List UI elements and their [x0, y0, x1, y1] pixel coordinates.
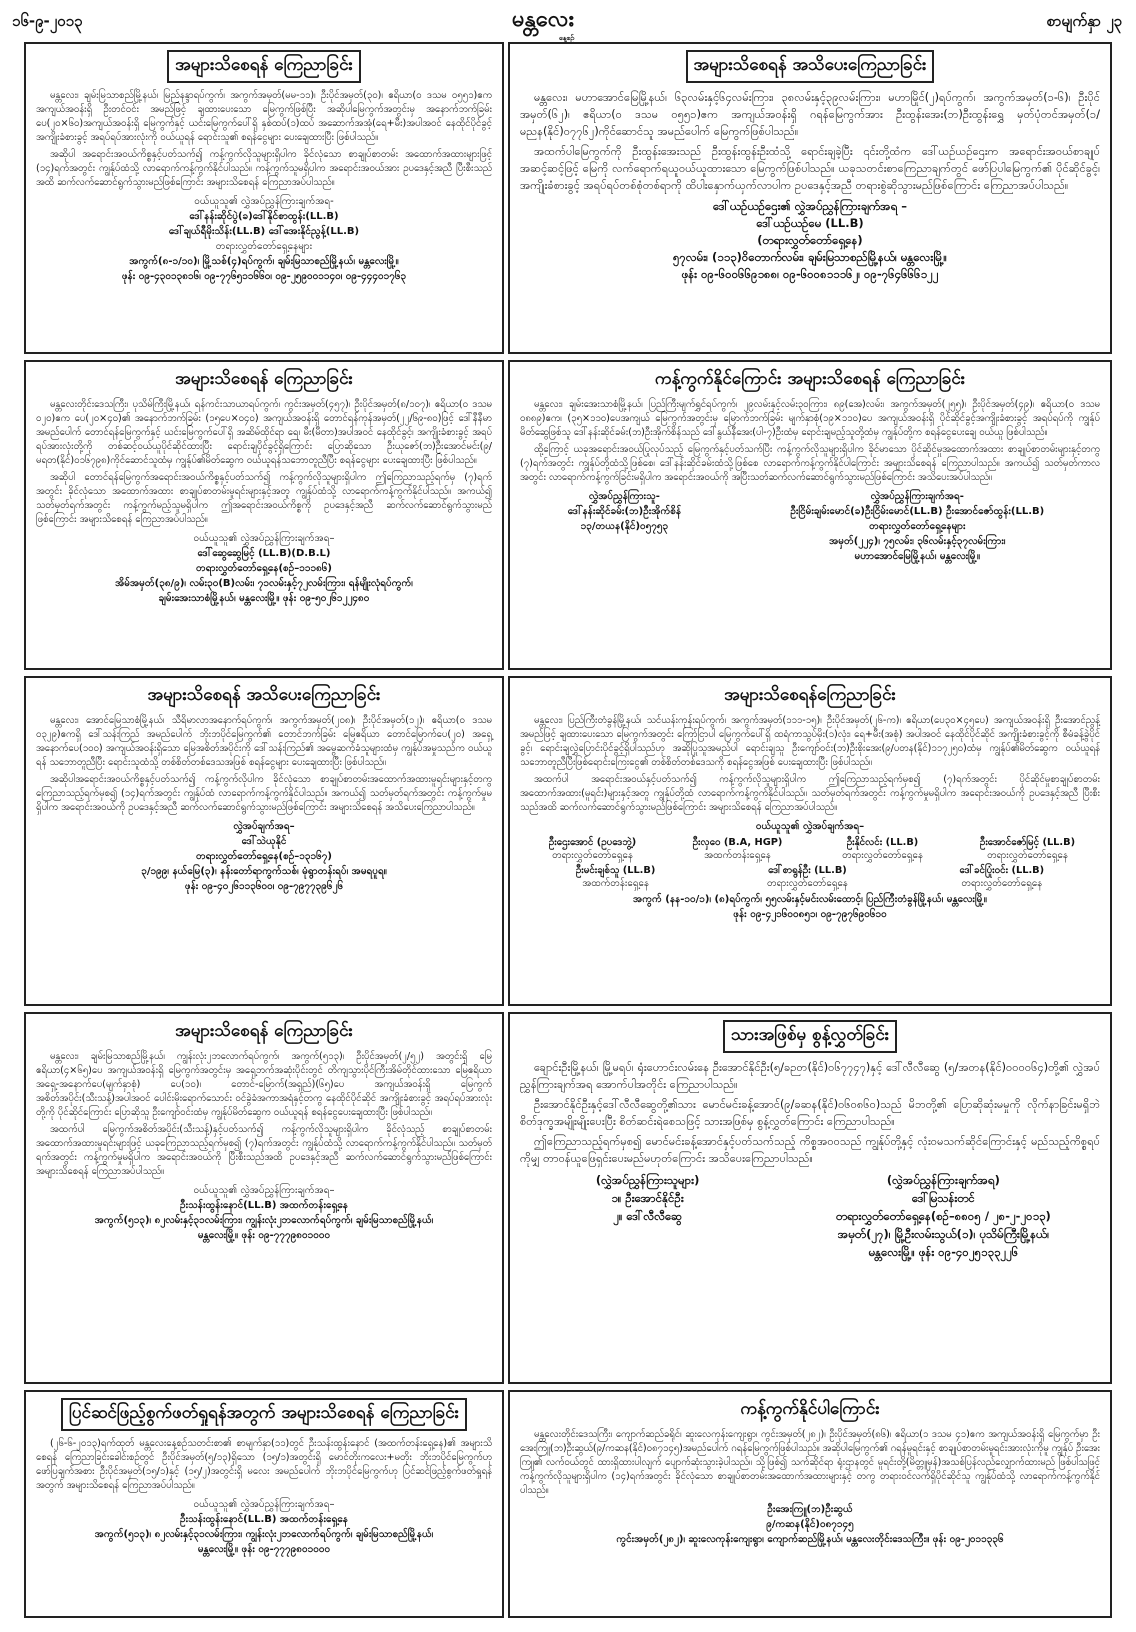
notice-paragraph: အဆိုပါ တောင်ရန်မြေကွက်အရောင်းအဝယ်ကိစ္စနှင့်ပတ်သက်၍ ကန့်ကွက်လိုသူများရှိပါက ဤကြေညာသည့်ရက်မှ (၇)ရက်အတွင်း ခိုင်လုံသော အထောက်အထား စာချုပ်စာတမ်းမူရင်းများနှင့်အတူ ကျွန်ုပ်ထံသို့ လာရောက်ကန့်ကွက်နိုင်ပါသည်။ အကယ်၍ သတ်မှတ်ရက်အတွင်း ကန့်ကွက်မည့်သူမရှိပါက ဤအရောင်းအဝယ်ကိစ္စကို ဥပဒေနှင့်အညီ ဆက်လက်ဆောင်ရွက်သွားမည်ဖြစ်ကြောင်း အများသိစေရန် ကြေညာအပ်ပါသည်။	[36, 472, 492, 525]
notice-signature	[36, 531, 492, 606]
lawyer-title: တရားလွှတ်တော်ရှေ့နေ	[842, 850, 923, 861]
sig-line: လွှဲအပ်ညွှန်ကြားသူ-	[588, 491, 660, 502]
lawyer-name: ဦးနိုင်လင်း (LL.B)	[846, 837, 919, 848]
lawyer-name: ဒေါ်ယဉ်ယဉ်မေ (LL.B)	[756, 216, 864, 230]
notice-signature	[520, 198, 1100, 283]
notice-paragraph: အထက်ပါ မြေကွက်အစိတ်အပိုင်း(သီးသန့်)နှင့်ပတ်သက်၍ ကန့်ကွက်လိုသူများရှိပါက ခိုင်လုံသည့် စာချုပ်စာတမ်း အထောက်အထားမူရင်းများဖြင့် ယခုကြေညာသည့်ရက်မှစ၍ (၇)ရက်အတွင်း ကျွန်ုပ်ထံသို့ လာရောက်ကန့်ကွက်နိုင်ပါသည်။ သတ်မှတ်ရက်အတွင်း ကန့်ကွက်မှုမရှိပါက အရောင်းအဝယ်ကို ပြီးစီးသည်အထိ ဥပဒေနှင့်အညီ ဆက်လက်ဆောင်ရွက်သွားမည်ဖြစ်ကြောင်း အများသိစေရန် ကြေညာအပ်ပါသည်။	[36, 1124, 492, 1177]
phone: ဖုန်း ၀၉-၄၂၁၆၀၀၈၅၁၊ ၀၉-၇၉၇၆၉၀၆၁၀	[733, 909, 887, 920]
lawyer-name: ဦးဌေးအောင် (ဥပဒေဘွဲ့)	[548, 837, 637, 848]
notice-body	[520, 714, 1100, 815]
notice-objection-announcement	[508, 360, 1112, 670]
principal-block	[520, 489, 729, 564]
notice-paragraph: မန္တလေး၊ ပြည်ကြီးတံခွန်မြို့နယ်၊ သင်ယန်းကုန်းရပ်ကွက်၊ အကွက်အမှတ်(၁၁၁-၁၅)၊ ဦးပိုင်အမှတ်(၂၆-က)၊ ဧရိယာ(ပေ၃၀×၄၅ပေ) အကျယ်အဝန်းရှိ ဦးအောင်ညွန့် အမည်ဖြင့် ချထားပေးသော မြေကွက်အတွင်း ကြော်ငြာပါ မြေကွက်ပေါ်ရှိ ထရံကာသွပ်မိုး(၁)လုံး၊ ရေ+မီး(အစုံ) အပါအဝင် နေထိုင်ပိုင်ဆိုင် အကျိုးခံစားခွင့်ကို စီမံခန့်ခွဲပိုင်ခွင့်၊ ရောင်းချလွှဲပြောင်းပိုင်ခွင့်ရှိပါသည်ဟု အဆိုပြုသူအမည်ပါ ရောင်းချသူ ဦးကျော်ဝင်း(ဘ)ဦးစိုးအေး(၉/ပတန(နိုင်)၁၁၇၂၅၀)ထံမှ ကျွန်ုပ်၏မိတ်ဆွေက ဝယ်ယူရန် သဘောတူညီပြီးဖြစ်ရောင်းကြေးငွေ၏ တစ်စိတ်တစ်ဒေသကို စရန်ငွေအဖြစ် ပေးချေထားပြီး ဖြစ်ပါသည်။	[520, 715, 1100, 768]
notice-body	[520, 1059, 1100, 1167]
page-number: စာမျက်နှာ ၂၃	[1046, 12, 1122, 30]
address: အကွက် (နန-၁၀/၁)၊ (၈)ရပ်ကွက်၊ ၅၅လမ်းနှင့်မင်းလမ်းထောင့်၊ ပြည်ကြီးတံခွန်မြို့နယ်၊ မန္တလေးမြို့။	[633, 894, 987, 905]
address: အမှတ်(၂၂၄)၊ ၇၅လမ်း၊ ၃၆လမ်းနှင့်၃၇လမ်းကြား၊	[829, 536, 1006, 547]
sig-line: (လွှဲအပ်ညွှန်ကြားသူများ)	[595, 1173, 700, 1187]
principal-name: ဦးအေးကြူ(ဘ)ဦးဆွယ်	[767, 1504, 853, 1515]
notice-signature	[520, 489, 1100, 564]
notice-signature	[520, 1171, 1100, 1261]
lawyer-title: တရားလွှတ်တော်ရှေ့နေ(စဉ်–၁၃၁၆၇)	[196, 851, 332, 862]
notice-paragraph: (၂၆-၆-၂၀၁၃)ရက်ထုတ် မန္တလေးနေ့စဉ်သတင်းစာ၏ စာမျက်နှာ(၁၁)တွင် ဦးသန်းထွန်းနောင် (အထက်တန်းရှေ့နေ)၏ အများသိစေရန် ကြေညာခြင်းခေါင်းစဉ်တွင် ဦးပိုင်အမှတ်(၅/၁၃)ရှိသော (၁၅/၁)အတွင်းရှိ မောင်တိုးကလေး+မတိုး ဘိုးဘပိုင်မြေကွက်ဟု ဖော်ပြချက်အစား ဦးပိုင်အမှတ်(၁၅/၁)နှင့် (၁၅/၂)အတွင်းရှိ မလေး အမည်ပေါက် ဘိုးဘပိုင်မြေကွက်ဟု ပြင်ဆင်ဖြည့်စွက်ဖတ်ရှုရန်အတွက် အများသိစေရန် ကြေညာအပ်ပါသည်။	[36, 1438, 492, 1491]
phone: ချမ်းအေးသာစံမြို့နယ်၊ မန္တလေးမြို့။ ဖုန်း ၀၉-၅၀၂၆၁၂၂၄၈၀	[158, 593, 370, 604]
lawyer-entry	[576, 864, 656, 890]
address: အိမ်အမှတ်(၃၈/၉)၊ လမ်း၃၀(B)လမ်း၊ ၇၁လမ်းနှင့်၇၂လမ်းကြား၊ ရန်မျိုးလုံရပ်ကွက်၊	[115, 578, 413, 589]
notice-public-announcement-5	[508, 676, 1112, 1006]
lawyer-title: တရားလွှတ်တော်ရှေ့နေ(စဉ်–၁၁၁၈၆)	[195, 563, 332, 574]
phone: ဖုန်း ၀၉-၄၃၀၁၃၈၁၆၊ ၀၉-၇၇၆၅၁၁၆၆၀၊ ၀၉-၂၅၉၀၀၁၁၄၀၊ ၀၉-၄၄၄၀၁၇၆၃	[121, 271, 407, 282]
lawyer-name: ဒေါ်ဆွေဆွေမြင့် (LL.B)(D.B.L)	[197, 548, 331, 559]
sig-line: ဝယ်ယူသူ၏ လွှဲအပ်ညွှန်ကြားချက်အရ–	[193, 1499, 335, 1510]
notice-address	[520, 892, 1100, 922]
principal-name: ၂။ ဒေါ်လီလီဆွေ	[613, 1209, 682, 1223]
notice-title: အများသိစေရန် အသိပေးကြေညာခြင်း	[686, 50, 935, 83]
address: ၃/၁၉၉၊ နယ်မြေ(၃)၊ နန်းတော်ရာကွက်သစ်၊ မုံရွာတန်းရပ်၊ အမရပူရ။	[141, 866, 387, 877]
notice-title: ကန့်ကွက်နိုင်ကြောင်း အများသိစေရန် ကြေညာခြင်း	[654, 369, 966, 389]
notice-paragraph: မန္တလေး၊ ချမ်းမြသာစည်မြို့နယ်၊ မြည်နန္ဒာရပ်ကွက်၊ အကွက်အမှတ်(မမ-၁၁)၊ ဦးပိုင်အမှတ်(၃၀)၊ ဧရိယာ(၀ ဒသမ ၀၅၅၁)ဧက အကျယ်အဝန်းရှိ ဦးတင်ဝင်း အမည်ဖြင့် ချထားပေးသော မြေကွက်ဖြစ်ပြီး အဆိုပါမြေကွက်အတွင်းမှ အနောက်ဘက်ခြမ်း ပေ(၂၀×၆၀)အကျယ်အဝန်းရှိ မြေကွက်နှင့် ယင်းမြေကွက်ပေါ်ရှိ နှစ်ထပ်(၁)ထပ် အဆောက်အအုံ(ရေ+မီး)အပါအဝင် နေထိုင်ပိုင်ခွင့်အကျိုးခံစားခွင့် အရပ်ရပ်အားလုံးကို ဝယ်ယူရန် ရောင်းသူ၏ စရန်ငွေများ ပေးချေထားပြီး ဖြစ်ပါသည်။	[36, 90, 492, 143]
lawyer-name: ဒေါ်နန်းဆိုင်ပွဲ(ခ)ဒေါ်နိုင်စာထွန်း(LL.B)	[189, 211, 339, 222]
phone: ဖုန်း ၀၉-၄၀၂၆၁၁၃၆၀၀၊ ၀၉-၇၉၇၇၃၉၆၂၆	[184, 881, 344, 892]
notice-paragraph: ဦးအောင်နိုင်ဦးနှင့်ဒေါ်လီလီဆွေတို့၏သား မောင်မင်းခန့်အောင်(၉/ခဆန(နိုင်)၀၆၀၈၆၀)သည် မိဘတို့၏ ပြောဆိုဆုံးမမှုကို လိုက်နာခြင်းမရှိဘဲ စိတ်ဒုက္ခအမျိုးမျိုးပေးပြီး စိတ်ဆင်းရဲစေသဖြင့် သားအဖြစ်မှ စွန့်လွှတ်ကြောင်း ကြေညာပါသည်။	[520, 1098, 1100, 1128]
notice-title: အများသိစေရန် ကြေညာခြင်း	[175, 1021, 353, 1041]
phone: မန္တလေးမြို့။ ဖုန်း ၀၉-၇၇၇၉၈၀၁၀၀၀	[197, 1544, 331, 1555]
notice-paragraph: မန္တလေး၊ ချမ်းအေးသာစံမြို့နယ်၊ ပြည်ကြီးမျက်ရွှင်ရပ်ကွက်၊ ၂၉လမ်းနှင့်လမ်း၃၀ကြား၊ ၈၉(အေ)လမ်း၊ အကွက်အမှတ်(၂၅၅)၊ ဦးပိုင်အမှတ်(၄၉)၊ ဧရိယာ(၀ ဒသမ ၀၈၈၉)ဧက၊ (၃၅×၁၁၀)ပေအကျယ် မြေကွက်အတွင်းမှ မြောက်ဘက်ခြမ်း မျက်နှာစုံ(၁၉×၁၁၀)ပေ အကျယ်အဝန်းရှိ ပိုင်ဆိုင်ခွင့်အကျိုးခံစားခွင့် အရပ်ရပ်ကို ကျွန်ုပ်မိတ်ဆွေဖြစ်သူ ဒေါ်နန်းဆိုင်ခမ်း(ဘ)ဦးအိုက်စိန်သည် ဒေါ်နွယ်နီအေး(ပါ-၇)ဦးထံမှ ရောင်းချမည့်သူတို့ထံမှ ကျွန်ုပ်တို့က စရန်ငွေပေးချေ ဝယ်ယူ ဖြစ်ပါသည်။	[520, 399, 1100, 438]
address: အမှတ်(၂၇)၊ မြို့ဦးလမ်းသွယ်(၁)၊ ပုသိမ်ကြီးမြို့နယ်၊	[837, 1227, 1050, 1241]
lawyer-name: ဦးလှဝေ (B.A, HGP)	[692, 837, 783, 848]
principal-block	[520, 1171, 775, 1261]
notice-signature	[36, 1183, 492, 1243]
lawyer-name: ဒေါ်ချယ်ရီမိုးသိန်း(LL.B) ဒေါ်အေးနိုင်ညွန့်(LL.B)	[168, 226, 360, 237]
notice-paragraph: အဆိုပါအရောင်းအဝယ်ကိစ္စနှင့်ပတ်သက်၍ ကန့်ကွက်လိုပါက ခိုင်လုံသော စာချုပ်စာတမ်းအထောက်အထားမူရင်းများနှင့်တကွ ကြေညာသည့်ရက်မှစ၍ (၁၄)ရက်အတွင်း ကျွန်ုပ်ထံ လာရောက်ကန့်ကွက်နိုင်ပါသည်။ အကယ်၍ သတ်မှတ်ရက်အတွင်း ကန့်ကွက်မှုမရှိပါက အရောင်းအဝယ်ကို ဥပဒေနှင့်အညီ ဆက်လက်ဆောင်ရွက်သွားမည်ဖြစ်ကြောင်း အများသိစေရန် အသိပေးကြေညာပါသည်။	[36, 774, 492, 813]
principal-name: ဒေါ်နန်းဆိုင်ခမ်း(ဘ)ဦးအိုက်စိန်	[567, 506, 682, 517]
notice-paragraph: ဤကြေညာသည့်ရက်မှစ၍ မောင်မင်းခန့်အောင်နှင့်ပတ်သက်သည့် ကိစ္စအဝဝသည် ကျွန်ုပ်တို့နှင့် လုံးဝမသက်ဆိုင်ကြောင်းနှင့် မည်သည့်ကိစ္စရပ်ကိုမျှ တာဝန်ယူဖြေရှင်းပေးမည်မဟုတ်ကြောင်း အသိပေးကြေညာပါသည်။	[520, 1135, 1100, 1165]
notice-paragraph: ချောင်းဦးမြို့နယ်၊ မြို့မရပ်၊ ရုံးဟောင်းလမ်းနေ ဦးအောင်နိုင်ဦး(၅/ခဉတ(နိုင်)၀၆၇၇၄၇)နှင့် ဒေါ်လီလီဆွေ (၅/အတန(နိုင်)၀၀၀၀၆၄)တို့၏ လွှဲအပ်ညွှန်ကြားချက်အရ အောက်ပါအတိုင်း ကြေညာပါသည်။	[520, 1061, 1100, 1091]
lawyer-entry	[960, 864, 1045, 890]
notice-paragraph: အထက်ပါမြေကွက်ကို ဦးထွန်းအေးသည် ဦးထွန်းထွန်းဦးထံသို့ ရောင်းချခဲ့ပြီး ၎င်းတို့ထံက ဒေါ်ယဉ်ယဉ်ဌေးက အရောင်းအဝယ်စာချုပ်အဆင့်ဆင့်ဖြင့် မြေကို လက်ရောက်ရယူဝယ်ယူထားသော မြေကွက်ဖြစ်ပါသည်။ ယခုသတင်းစာကြေညာချက်တွင် ဖော်ပြပါမြေကွက်၏ ပိုင်ဆိုင်ခွင့်၊ အကျိုးခံစားခွင့် အရပ်ရပ်တစ်စုံတစ်ရာကို ထိပါးနှောက်ယှက်လာပါက ဥပဒေနှင့်အညီ တရားစွဲဆိုသွားမည်ဖြစ်ကြောင်း ကြေညာအပ်ပါသည်။	[520, 145, 1100, 192]
lawyer-name: ဦးသန်းထွန်းနောင်(LL.B) အထက်တန်းရှေ့နေ	[180, 1514, 348, 1525]
notice-paragraph: မန္တလေး၊ အောင်မြေသာစံမြို့နယ်၊ သီရိမာလာအနောက်ရပ်ကွက်၊ အကွက်အမှတ်(၂၀၈)၊ ဦးပိုင်အမှတ်(၁၂)၊ ဧရိယာ(၀ ဒသမ ၀၃၂၉)ဧကရှိ ဒေါ်သန်းကြည် အမည်ပေါက် ဘိုးဘပိုင်မြေကွက်၏ တောင်ဘက်ခြမ်း မြေဧရိယာ တောင်မြောက်ပေ(၂၀) အရှေ့အနောက်ပေ(၁၀၀) အကျယ်အဝန်းရှိသော မြေအစိတ်အပိုင်းကို ဒေါ်သန်းကြည်၏ အမွေဆက်ခံသူများထံမှ ကျွန်ုပ်အမှုသည်က ဝယ်ယူရန် သဘောတူညီပြီး ရောင်းသူထံသို့ တစ်စိတ်တစ်ဒေသအဖြစ် စရန်ငွေများ ပေးချေထားပြီး ဖြစ်ပါသည်။	[36, 715, 492, 768]
notice-body	[36, 714, 492, 815]
notice-title: အများသိစေရန်ကြေညာခြင်း	[724, 685, 896, 705]
sig-line: ဒေါ်ယဉ်ယဉ်ဌေး၏ လွှဲအပ်ညွှန်ကြားချက်အရ –	[712, 199, 908, 213]
lawyer-entry	[810, 836, 955, 862]
notice-body	[36, 1050, 492, 1179]
notice-signature	[36, 1497, 492, 1557]
notice-title: ပြင်ဆင်ဖြည့်စွက်ဖတ်ရှုရန်အတွက် အများသိစေရန် ကြေညာခြင်း	[61, 1398, 467, 1431]
phone: ဖုန်း ၀၉-၆၀၀၆၆၉၁၈၈၊ ၀၉-၆၀၀၈၁၁၁၆၂၊ ၀၉-၇၆၄၆၆၆၁၂၂	[681, 267, 939, 281]
lawyer-title: တရားလွှတ်တော်ရှေ့နေ(စဉ်–၈၈၀၅ / ၂၈-၂-၂၀၁၃)	[836, 1209, 1051, 1223]
newspaper-logo	[512, 4, 574, 44]
sig-heading: ဝယ်ယူသူ၏ လွှဲအပ်ချက်အရ–	[755, 821, 865, 832]
notice-body	[520, 1428, 1100, 1498]
lawyer-row	[520, 864, 1100, 890]
notice-title: အများသိစေရန် ကြေညာခြင်း	[167, 50, 361, 83]
lawyer-row	[520, 836, 1100, 862]
notice-correction	[24, 1390, 504, 1618]
lawyer-name: ဦးအောင်ဇော်မြင့် (LL.B)	[979, 837, 1076, 848]
notice-public-announcement-4	[24, 676, 504, 1006]
lawyer-name: ဒေါ်မြသန်းတင်	[911, 1191, 975, 1205]
lawyer-title: အထက်တန်းရှေ့နေ	[582, 878, 649, 889]
lawyer-title: တရားလွှတ်တော်ရှေ့နေ	[767, 878, 848, 889]
notice-body	[36, 398, 492, 527]
address: အကွက်(၅၁၃)၊ ၈၂လမ်းနှင့်၃၁လမ်းကြား၊ ကျွန်းလုံး၂ဘလောက်ရပ်ကွက်၊ ချမ်းမြသာစည်မြို့နယ်၊	[94, 1529, 434, 1540]
notice-disownment	[508, 1012, 1112, 1384]
sig-line: ဝယ်ယူသူ၏ လွှဲအပ်ညွှန်ကြားချက်အရ–	[193, 533, 335, 544]
notice-title: ကန့်ကွက်နိုင်ပါကြောင်း	[740, 1399, 880, 1419]
notice-paragraph: အဆိုပါ အရောင်းအဝယ်ကိစ္စနှင့်ပတ်သက်၍ ကန့်ကွက်လိုသူများရှိပါက ခိုင်လုံသော စာချုပ်စာတမ်း အထောက်အထားများဖြင့် (၁၄)ရက်အတွင်း ကျွန်ုပ်ထံသို့ လာရောက်ကန့်ကွက်နိုင်ပါသည်။ ကန့်ကွက်သူမရှိပါက အရောင်းအဝယ်အား ဥပဒေနှင့်အညီ ပြီးစီးသည်အထိ ဆက်လက်ဆောင်ရွက်သွားမည်ဖြစ်ကြောင်း အများသိစေရန် ကြေညာအပ်ပါသည်။	[36, 149, 492, 188]
notice-paragraph: မန္တလေး၊ မဟာအောင်မြေမြို့နယ်၊ ၆၃လမ်းနှင့်၆၄လမ်းကြား၊ ၃၈လမ်းနှင့်၃၉လမ်းကြား၊ မဟာမြိုင်(၂)ရပ်ကွက်၊ အကွက်အမှတ်(၁-၆)၊ ဦးပိုင်အမှတ်(၆၂)၊ ဧရိယာ(၀ ဒသမ ၀၅၅၁)ဧက အကျယ်အဝန်းရှိ ဂရန်မြေကွက်အား ဦးထွန်းအေး(ဘ)ဦးထွန်းရွှေ မှတ်ပုံတင်အမှတ်(၁/မညန(နိုင်)၀၇၇၆၂)ကိုင်ဆောင်သူ အမည်ပေါက် မြေကွက်ဖြစ်ပါသည်။	[520, 91, 1100, 138]
notice-signature	[520, 1502, 1100, 1547]
lawyer-entry	[665, 836, 810, 862]
notice-title: သားအဖြစ်မှ စွန့်လွှတ်ခြင်း	[723, 1020, 897, 1053]
sig-line: (လွှဲအပ်ညွှန်ကြားချက်အရ)	[886, 1173, 1000, 1187]
sig-line: ဝယ်ယူသူ၏ လွှဲအပ်ညွှန်ကြားချက်အရ-	[194, 196, 334, 207]
notice-body	[36, 89, 492, 190]
phone: မန္တလေးမြို့။ ဖုန်း ၀၉-၇၇၇၉၈၀၁၀၀၀	[197, 1230, 331, 1241]
lawyer-name: ဦးသန်းထွန်းနောင်(LL.B) အထက်တန်းရှေ့နေ	[180, 1200, 348, 1211]
principal-id: ၁၃/တယန(နိုင်)၀၅၇၅၃	[580, 521, 669, 532]
notice-paragraph: မန္တလေးတိုင်းဒေသကြီး၊ ပုသိမ်ကြီးမြို့နယ်၊ ရန်ကင်းသာယာရပ်ကွက်၊ ကွင်းအမှတ်(၄၅၇)၊ ဦးပိုင်အမှတ်(၈/၁၀၇)၊ ဧရိယာ(၀ ဒသမ ၀၂၀)ဧက ပေ(၂၀×၄၀)၏ အနောက်ဘက်ခြမ်း (၁၅ပေ×၀၄၀) အကျယ်အဝန်းရှိ တောင်ရန်ကုန်အမှတ်(၂၂/၆၉-၈၀)ဖြင့် ဒေါ်နီနီမာ အမည်ပေါက် တောင်ရန်မြေကွက်နှင့် ယင်းမြေကွက်ပေါ်ရှိ အဆိမ်ထိုင်ရာ ရေ၊ မီး(မီတာ)အပါအဝင် နေထိုင်ခွင့်၊ အကျိုးခံစားခွင့် အရပ်ရပ်အားလုံးတို့ကို တစ်ဆင့်ဝယ်ယူပိုင်ဆိုင်ထားပြီး ရောင်းချပိုင်ခွင့်ရှိကြောင်း ပြောဆိုသော ဦးယုဇော်(ဘ)ဦးအောင်မင်း(၉/မရတ(နိုင်)၀၁၆၇၉၈)ကိုင်ဆောင်သူထံမှ ကျွန်ုပ်၏မိတ်ဆွေက ဝယ်ယူရန်သဘောတူညီပြီး စရန်ငွေများ ပေးချေထားပြီး ဖြစ်ပါသည်။	[36, 399, 492, 466]
notice-body	[36, 1437, 492, 1493]
notice-public-announcement-2	[508, 42, 1112, 354]
notice-title: အများသိစေရန် အသိပေးကြေညာခြင်း	[147, 685, 381, 705]
notice-public-announcement-6	[24, 1012, 504, 1384]
logo-text: မန္တလေး	[512, 6, 575, 32]
lawyer-title: အထက်တန်းရှေ့နေ	[704, 850, 771, 861]
lawyer-title: တရားလွှတ်တော်ရှေ့နေ	[961, 878, 1043, 889]
sig-line: လွှဲအပ်ချက်အရ–	[233, 821, 295, 832]
address: ကွင်းအမှတ်(၂၈၂)၊ ဆူးလေကုန်းကျေးရွာ၊ ကျောက်ဆည်မြို့နယ်၊ မန္တလေးတိုင်းဒေသကြီး။ ဖုန်း ၀၉-၂၀၁၁၃၃၆	[616, 1534, 1004, 1545]
notice-paragraph: မန္တလေး၊ ချမ်းမြသာစည်မြို့နယ်၊ ကျွန်းလုံး၂ဘလောက်ရပ်ကွက်၊ အကွက်(၅၁၃)၊ ဦးပိုင်အမှတ်(၂/၅၂) အတွင်းရှိ မြေဧရိယာ(၄×၆၅)ပေ အကျယ်အဝန်းရှိ မြေကွက်အတွင်းမှ အရှေ့ဘက်အဆုံးပိုင်းတွင် တိကျသွားပိုင်ကြီးအိမ်တိုင်ထားသော မြေဧရိယာ အရှေ့-အနောက်ပေ(မျက်နှာစုံ) ပေ(၁၀)၊ တောင်-မြောက်(အရှည်)(၆၅)ပေ အကျယ်အဝန်းရှိ မြေကွက်အစိတ်အပိုင်း(သီးသန့်)အပါအဝင် ပေါင်းမိုးရောက်သောင်း ဝင်ခွဲခံအကာအရံနှင့်တကွ နေထိုင်ပိုင်ဆိုင် အကျိုးခံစားခွင့် အရပ်ရပ်အားလုံးတို့ကို ပိုင်ဆိုင်ကြောင်း ပြောဆိုသူ ဦးကျော်ဝင်းထံမှ ကျွန်ုပ်မိတ်ဆွေက ဝယ်ယူရန် စရန်ငွေပေးချေထားပြီး ဖြစ်ပါသည်။	[36, 1051, 492, 1118]
principal-id: ၉/ကဆန(နိုင်)၀၈၇၁၄၅	[766, 1519, 854, 1530]
sig-line: လွှဲအပ်ညွှန်ကြားချက်အရ-	[870, 491, 964, 502]
logo-subtitle: နေ့စဉ်	[558, 33, 575, 42]
notice-paragraph: မန္တလေးတိုင်းဒေသကြီး၊ ကျောက်ဆည်ခရိုင်၊ ဆူးလေကုန်းကျေးရွာ၊ ကွင်းအမှတ်(၂၈၂)၊ ဦးပိုင်အမှတ်(၈၆)၊ ဧရိယာ(၁ ဒသမ ၄၁)ဧက အကျယ်အဝန်းရှိ မြေကွက်မှာ ဦးအေးကြူ(ဘ)ဦးဆွယ်(၉/ကဆန(နိုင်)၀၈၇၁၄၅)အမည်ပေါက် ဂရန်မြေကွက်ဖြစ်ပါသည်။ အဆိုပါမြေကွက်၏ ဂရန်မူရင်းနှင့် စာချုပ်စာတမ်းမူရင်းအားလုံးကိုမူ ကျွန်ုပ် ဦးအေးကြူ၏ လက်ဝယ်တွင် ထားရှိထားပါလျက် ပျောက်ဆုံးသွားခဲ့ပါသည်။ သို့ဖြစ်၍ သက်ဆိုင်ရာ ရုံးဌာနတွင် မူရင်းတို့(မိတ္တူမှန်)အသစ်ပြန်လည်လျှောက်ထားမည် ဖြစ်ပါသဖြင့် ကန့်ကွက်လိုသူများရှိပါက (၁၄)ရက်အတွင်း ခိုင်လုံသော စာချုပ်စာတမ်းအထောက်အထားများနှင့် တကွ တရားဝင်လက်ရှိပိုင်ဆိုင်သူ ကျွန်ုပ်ထံသို့ လာရောက်ကန့်ကွက်နိုင်ပါသည်။	[520, 1429, 1100, 1496]
address: အကွက်(၈-၁/၁၀)၊ မြို့သစ်(၄)ရပ်ကွက်၊ ချမ်းမြသာစည်မြို့နယ်၊ မန္တလေးမြို့။	[129, 256, 399, 267]
lawyer-name: ဒေါ်စာရွန်ဦး (LL.B)	[768, 865, 847, 876]
lawyer-block	[735, 489, 1100, 564]
address: ၅၇လမ်း၊ (၁၁၃)ဝိတောက်လမ်း၊ ချမ်းမြသာစည်မြို့နယ်၊ မန္တလေးမြို့။	[672, 250, 948, 264]
notice-public-announcement-3	[24, 360, 504, 670]
notice-title: အများသိစေရန် ကြေညာခြင်း	[175, 369, 353, 389]
issue-date: ၁၆-၉-၂၀၁၃	[12, 12, 83, 30]
notice-paragraph: အထက်ပါ အရောင်းအဝယ်နှင့်ပတ်သက်၍ ကန့်ကွက်လိုသူများရှိပါက ဤကြေညာသည့်ရက်မှစ၍ (၇)ရက်အတွင်း ပိုင်ဆိုင်မှုစာချုပ်စာတမ်း အထောက်အထား(မူရင်း)များနှင့်အတူ ကျွန်ုပ်တို့ထံ လာရောက်ကန့်ကွက်နိုင်ပါသည်။ သတ်မှတ်ရက်အတွင်း ကန့်ကွက်မှုမရှိပါက အရောင်းအဝယ်ကို ဥပဒေနှင့်အညီ ပြီးစီးသည်အထိ ဆက်လက်ဆောင်ရွက်သွားမည်ဖြစ်ကြောင်း အများသိစေရန် ကြေညာအပ်ပါသည်။	[520, 774, 1100, 813]
notice-paragraph: ထို့ကြောင့် ယခုအရောင်းအဝယ်ပြုလုပ်သည့် မြေကွက်နှင့်ပတ်သက်ပြီး ကန့်ကွက်လိုသူများရှိပါက ခိုင်မာသော ပိုင်ဆိုင်မှုအထောက်အထား စာချုပ်စာတမ်းများနှင့်တကွ (၇)ရက်အတွင်း ကျွန်ုပ်တို့ထံသို့ဖြစ်စေ၊ ဒေါ်နန်းဆိုင်ခမ်းထံသို့ဖြစ်စေ လာရောက်ကန့်ကွက်နိုင်ပါကြောင်း အများသိစေရန် ကြေညာပါသည်။ အကယ်၍ သတ်မှတ်ကာလအတွင်း လာရောက်ကန့်ကွက်ခြင်းမရှိပါက အရောင်းအဝယ်ကို အပြီးသတ်ဆက်လက်ဆောင်ရွက်သွားမည်ဖြစ်ကြောင်း အသိပေးအပ်ပါသည်။	[520, 444, 1100, 483]
lawyer-title: တရားလွှတ်တော်ရှေ့နေများ	[869, 521, 966, 532]
lawyer-block	[787, 1171, 1100, 1261]
phone: မန္တလေးမြို့။ ဖုန်း ၀၉-၄၀၂၅၁၃၃၂၂၆	[868, 1245, 1019, 1259]
sig-line: ဝယ်ယူသူ၏ လွှဲအပ်ညွှန်ကြားချက်အရ–	[193, 1185, 335, 1196]
notice-objection-lost-documents	[508, 1390, 1112, 1618]
lawyer-title: တရားလွှတ်တော်ရှေ့နေ	[987, 850, 1068, 861]
notice-signature	[36, 194, 492, 284]
lawyer-name: ဦးငြိမ်းချမ်းမောင်(ခ)ဦးငြိမ်းမောင်(LL.B) ဦးအောင်ဇော်ထွန်း(LL.B)	[790, 506, 1045, 517]
page-header	[0, 0, 1136, 40]
lawyer-title: တရားလွှတ်တော်ရှေ့နေ	[552, 850, 633, 861]
lawyer-title: တရားလွှတ်တော်ရှေ့နေများ	[215, 241, 313, 252]
lawyer-entry	[767, 864, 848, 890]
address: အကွက်(၅၁၃)၊ ၈၂လမ်းနှင့်၃၁လမ်းကြား၊ ကျွန်းလုံး၂ဘလောက်ရပ်ကွက်၊ ချမ်းမြသာစည်မြို့နယ်၊	[94, 1215, 434, 1226]
lawyer-title: (တရားလွှတ်တော်ရှေ့နေ)	[757, 233, 863, 247]
notice-signature	[36, 819, 492, 894]
lawyer-name: ဦးမင်းချစ်သူ (LL.B)	[575, 865, 656, 876]
notice-body	[520, 398, 1100, 485]
notice-body	[520, 89, 1100, 194]
lawyer-name: ဒေါ်သဲယုနိုင်	[241, 836, 287, 847]
principal-name: ၁။ ဦးအောင်နိုင်ဦး	[611, 1191, 684, 1205]
lawyer-name: ဒေါ်ခင်ပြုံးဝင်း (LL.B)	[959, 865, 1045, 876]
notice-public-announcement-1	[24, 42, 504, 354]
address: မဟာအောင်မြေမြို့နယ်၊ မန္တလေးမြို့။	[854, 551, 981, 562]
lawyer-entry	[520, 836, 665, 862]
lawyer-entry	[955, 836, 1100, 862]
